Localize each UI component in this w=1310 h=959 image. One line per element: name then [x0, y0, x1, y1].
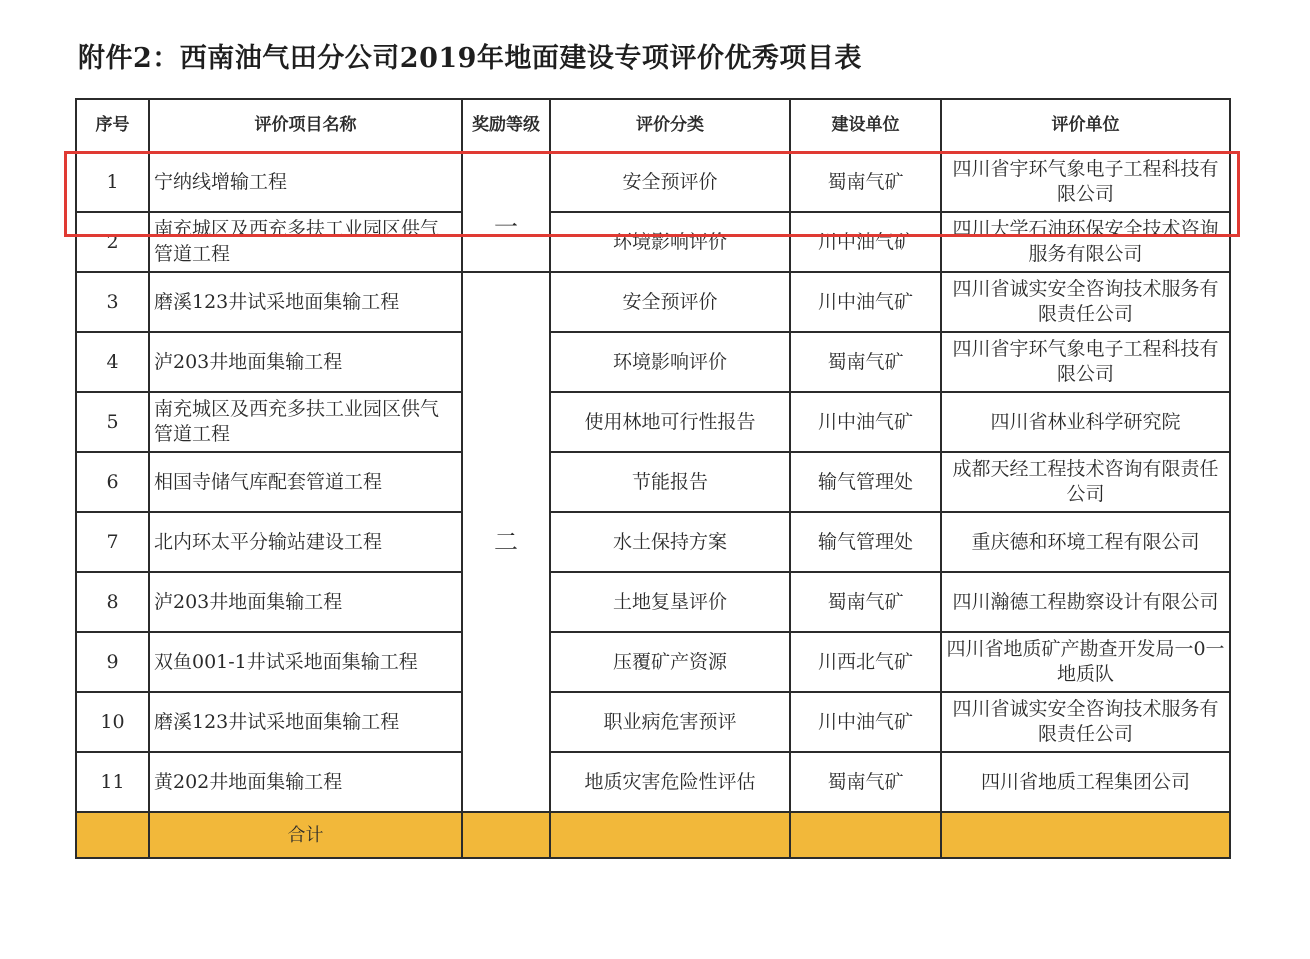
header-index: 序号: [76, 99, 149, 152]
cell-name: 磨溪123井试采地面集输工程: [149, 272, 462, 332]
cell-category: 土地复垦评价: [550, 572, 790, 632]
cell-name: 南充城区及西充多扶工业园区供气管道工程: [149, 212, 462, 272]
total-evaluator-cell: [941, 812, 1230, 858]
cell-category: 环境影响评价: [550, 332, 790, 392]
cell-evaluator: 四川省诚实安全咨询技术服务有限责任公司: [941, 692, 1230, 752]
cell-builder: 川西北气矿: [790, 632, 941, 692]
cell-evaluator: 四川省诚实安全咨询技术服务有限责任公司: [941, 272, 1230, 332]
cell-name: 磨溪123井试采地面集输工程: [149, 692, 462, 752]
cell-name: 泸203井地面集输工程: [149, 572, 462, 632]
cell-level-first: 一: [462, 152, 550, 272]
cell-name: 双鱼001-1井试采地面集输工程: [149, 632, 462, 692]
table-row: [76, 152, 1230, 212]
cell-evaluator: 四川瀚德工程勘察设计有限公司: [941, 572, 1230, 632]
table-row: [76, 752, 1230, 812]
cell-name: 宁纳线增输工程: [149, 152, 462, 212]
table-row: [76, 452, 1230, 512]
document-title: 附件2：西南油气田分公司2019年地面建设专项评价优秀项目表: [78, 43, 862, 74]
cell-category: 安全预评价: [550, 272, 790, 332]
table-row: [76, 512, 1230, 572]
cell-builder: 蜀南气矿: [790, 572, 941, 632]
table-row: [76, 572, 1230, 632]
table-row: [76, 392, 1230, 452]
cell-evaluator: 四川省地质工程集团公司: [941, 752, 1230, 812]
header-builder: 建设单位: [790, 99, 941, 152]
cell-category: 安全预评价: [550, 152, 790, 212]
header-evaluator: 评价单位: [941, 99, 1230, 152]
cell-evaluator: 四川省宇环气象电子工程科技有限公司: [941, 332, 1230, 392]
cell-category: 职业病危害预评: [550, 692, 790, 752]
table-row: [76, 632, 1230, 692]
project-table: [75, 98, 1231, 859]
cell-evaluator: 四川省林业科学研究院: [941, 392, 1230, 452]
cell-name: 南充城区及西充多扶工业园区供气管道工程: [149, 392, 462, 452]
table-row: [76, 692, 1230, 752]
cell-evaluator: 四川省宇环气象电子工程科技有限公司: [941, 152, 1230, 212]
cell-index: 8: [76, 572, 149, 632]
cell-builder: 川中油气矿: [790, 692, 941, 752]
cell-name: 北内环太平分输站建设工程: [149, 512, 462, 572]
cell-index: 9: [76, 632, 149, 692]
total-row: [76, 812, 1230, 858]
cell-name: 泸203井地面集输工程: [149, 332, 462, 392]
header-level: 奖励等级: [462, 99, 550, 152]
header-category: 评价分类: [550, 99, 790, 152]
total-label: 合计: [149, 812, 462, 858]
total-level-cell: [462, 812, 550, 858]
table-row: [76, 272, 1230, 332]
cell-index: 4: [76, 332, 149, 392]
cell-builder: 川中油气矿: [790, 392, 941, 452]
total-category-cell: [550, 812, 790, 858]
table-row: [76, 212, 1230, 272]
cell-builder: 川中油气矿: [790, 212, 941, 272]
cell-builder: 蜀南气矿: [790, 152, 941, 212]
cell-evaluator: 成都天经工程技术咨询有限责任公司: [941, 452, 1230, 512]
total-index-cell: [76, 812, 149, 858]
cell-evaluator: 四川省地质矿产勘查开发局一0一地质队: [941, 632, 1230, 692]
cell-index: 7: [76, 512, 149, 572]
table-row: [76, 332, 1230, 392]
total-builder-cell: [790, 812, 941, 858]
cell-builder: 输气管理处: [790, 512, 941, 572]
cell-category: 地质灾害危险性评估: [550, 752, 790, 812]
cell-index: 5: [76, 392, 149, 452]
cell-name: 相国寺储气库配套管道工程: [149, 452, 462, 512]
cell-category: 节能报告: [550, 452, 790, 512]
cell-evaluator: 四川大学石油环保安全技术咨询服务有限公司: [941, 212, 1230, 272]
cell-index: 1: [76, 152, 149, 212]
cell-category: 环境影响评价: [550, 212, 790, 272]
cell-index: 3: [76, 272, 149, 332]
cell-category: 压覆矿产资源: [550, 632, 790, 692]
cell-evaluator: 重庆德和环境工程有限公司: [941, 512, 1230, 572]
cell-builder: 输气管理处: [790, 452, 941, 512]
cell-index: 10: [76, 692, 149, 752]
cell-name: 黄202井地面集输工程: [149, 752, 462, 812]
header-name: 评价项目名称: [149, 99, 462, 152]
cell-builder: 蜀南气矿: [790, 752, 941, 812]
cell-index: 2: [76, 212, 149, 272]
cell-builder: 蜀南气矿: [790, 332, 941, 392]
header-row: [76, 99, 1230, 152]
cell-index: 6: [76, 452, 149, 512]
cell-index: 11: [76, 752, 149, 812]
cell-category: 使用林地可行性报告: [550, 392, 790, 452]
cell-builder: 川中油气矿: [790, 272, 941, 332]
cell-category: 水土保持方案: [550, 512, 790, 572]
cell-level-second: 二: [462, 272, 550, 812]
